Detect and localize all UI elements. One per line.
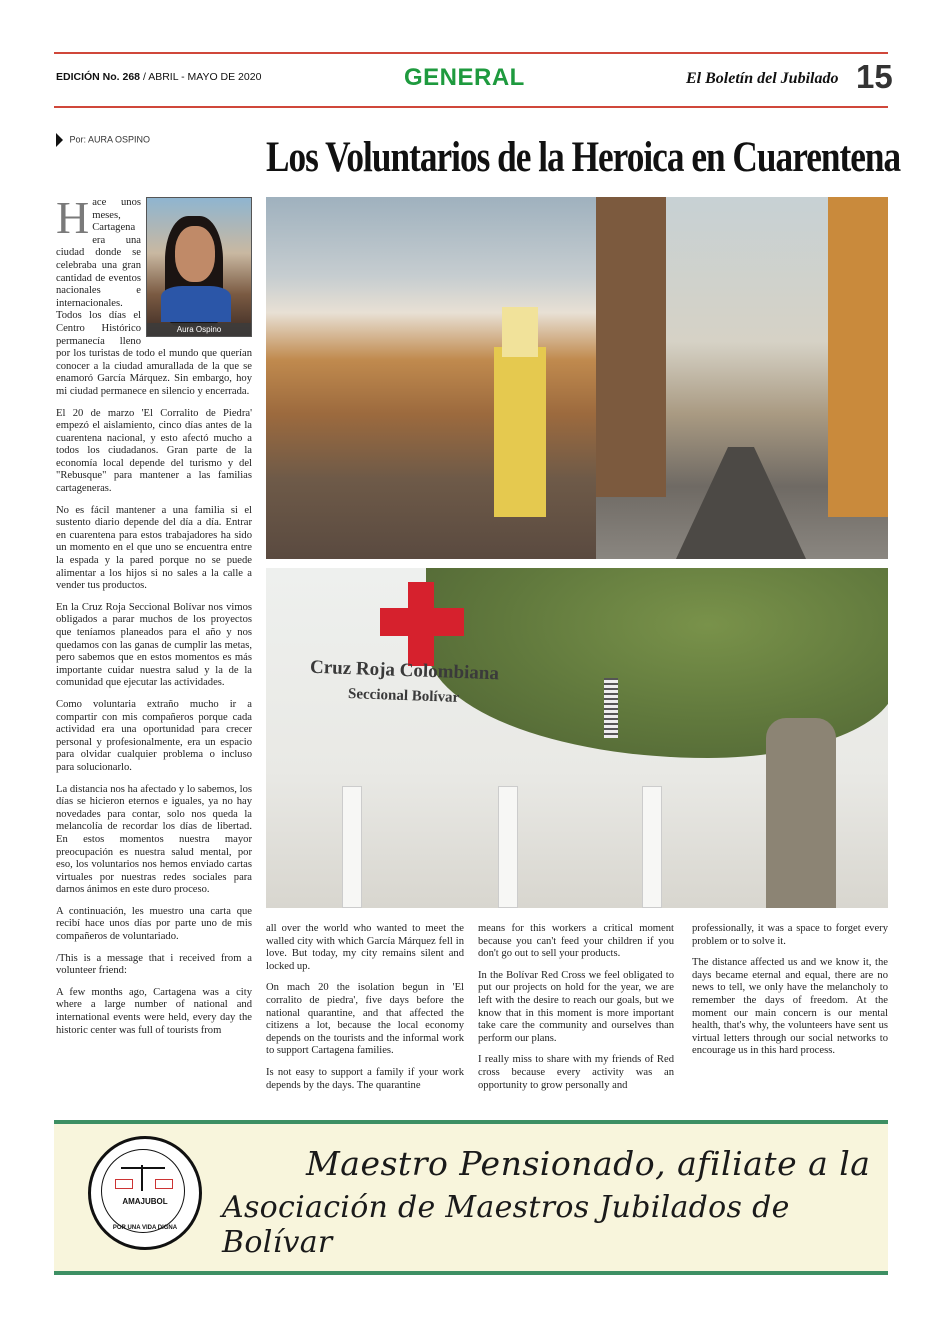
paragraph: professionally, it was a space to forget every problem or to solve it. bbox=[692, 923, 888, 947]
article-column-1 bbox=[56, 192, 252, 1046]
building-column bbox=[642, 786, 662, 908]
clock-tower-top bbox=[502, 307, 538, 357]
paragraph: all over the world who wanted to meet the walled city with which García Márquez fell in love. But today, my city remains silent and locked up. bbox=[266, 923, 464, 972]
paragraph: In the Bolívar Red Cross we feel obligated to put our projects on hold for the year, we are left with the desire to reach our goals, but we know that in this moment is more important take care the community and ourselves than perform our plans. bbox=[478, 969, 674, 1044]
redcross-sign-line1: Cruz Roja Colombiana bbox=[309, 656, 500, 685]
top-rule bbox=[54, 52, 888, 54]
banner-line-1: Maestro Pensionado, afiliate a la bbox=[306, 1144, 871, 1183]
paragraph: A few months ago, Cartagena was a city where a large number of national and international events were held, every day the historic center was full of tourists from bbox=[56, 986, 252, 1036]
byline bbox=[56, 133, 150, 147]
author-caption: Aura Ospino bbox=[147, 323, 251, 336]
header-rule bbox=[54, 106, 888, 108]
street bbox=[676, 447, 806, 559]
paragraph: The distance affected us and we know it, the days became eternal and equal, there are no news to tell, we only have the melancholy to remember the days of freedom. At the moment our main concern is our mental health, that's why, the volunteers have sent us virtual letters through our social networks to encourage us in this hard process. bbox=[692, 957, 888, 1057]
red-cross-icon-bar bbox=[380, 608, 464, 636]
red-cross-building-photo bbox=[266, 568, 888, 908]
page-number: 15 bbox=[856, 58, 893, 95]
banner-line-2: Asociación de Maestros Jubilados de Bolívar bbox=[222, 1190, 790, 1260]
seal-name: AMAJUBOL bbox=[122, 1197, 168, 1206]
building-column bbox=[342, 786, 362, 908]
scale-pan-right bbox=[155, 1179, 173, 1189]
paragraph: El 20 de marzo 'El Corralito de Piedra' empezó el aislamiento, cinco días antes de la cuarentena nacional, y esto afectó mucho a todos los ciudadanos. Gran parte de la economía local depende del turismo y del "Rebusque" para mantener a las familias cartageneras. bbox=[56, 407, 252, 495]
article-column-2 bbox=[266, 923, 464, 1101]
seal-motto: POR UNA VIDA DIGNA bbox=[112, 1225, 178, 1231]
scale-beam bbox=[121, 1167, 165, 1169]
seal-inner-ring bbox=[101, 1149, 185, 1233]
amajubol-seal-icon bbox=[88, 1136, 202, 1250]
paragraph: On mach 20 the isolation begun in 'El corralito de piedra', five days before the national quarantine, and that affected the citizens a lot, because the local economy depends on the tourists and the informal work to support Cartagena families. bbox=[266, 982, 464, 1057]
article-column-3 bbox=[478, 923, 674, 1101]
author-shirt bbox=[161, 286, 231, 322]
paragraph: Como voluntaria extraño mucho ir a compartir con mis compañeros porque cada actividad era una oportunidad para crecer personal y profesionalmente, era un espacio para olvidar cualquier problema o incluso para solucionarlo. bbox=[56, 698, 252, 773]
author-photo bbox=[146, 197, 252, 337]
edition-number: EDICIÓN No. 268 bbox=[56, 71, 141, 83]
masthead: El Boletín del Jubilado bbox=[686, 70, 839, 87]
left-building bbox=[596, 197, 666, 497]
drop-cap: H bbox=[56, 192, 90, 243]
vent-window bbox=[604, 678, 618, 738]
redcross-sign-line2: Seccional Bolívar bbox=[347, 686, 460, 706]
right-building bbox=[828, 197, 888, 517]
article-headline: Los Voluntarios de la Heroica en Cuarentena bbox=[266, 134, 901, 181]
empty-street-photo bbox=[596, 197, 888, 559]
tree-trunk bbox=[766, 718, 836, 908]
cartagena-aerial-photo bbox=[266, 197, 596, 559]
amajubol-banner bbox=[54, 1120, 888, 1275]
paragraph: /This is a message that i received from a volunteer friend: bbox=[56, 952, 252, 977]
paragraph: No es fácil mantener a una familia si el sustento diario depende del día a día. Entrar en cuarentena para estos trabajadores ha sido un momento en el que uno se encuentra entre la espada y la pared porque no se puede alimentar a los hijos si no sales a la calle a vender tus productos. bbox=[56, 504, 252, 592]
edition-info bbox=[56, 71, 261, 83]
edition-date: / ABRIL - MAYO DE 2020 bbox=[142, 71, 262, 83]
paragraph: I really miss to share with my friends of Red cross because every activity was an opportunity to grow personally and bbox=[478, 1054, 674, 1091]
paragraph-text: ace unos meses, Cartagena era una ciudad donde se celebraba una gran cantidad de eventos nacionales e internacionales. Todos los días el Centro Histórico permanecía lleno por los turistas de todo el mundo que querían conocer a la ciudad amurallada de la que se enamoró García Márquez. Sin embargo, hoy mi ciudad permanece en silencio y encerrada. bbox=[56, 197, 252, 397]
article-column-4 bbox=[692, 923, 888, 1067]
triangle-icon bbox=[56, 133, 63, 147]
building-column bbox=[498, 786, 518, 908]
clock-tower bbox=[494, 347, 546, 517]
paragraph: means for this workers a critical moment because you can't feed your children if you don't go out to sell your products. bbox=[478, 923, 674, 960]
byline-text: Por: AURA OSPINO bbox=[69, 134, 151, 145]
paragraph: A continuación, les muestro una carta que recibí hace unos días por parte uno de mis compañeros de voluntariado. bbox=[56, 905, 252, 943]
author-face bbox=[175, 226, 215, 282]
paragraph: La distancia nos ha afectado y lo sabemos, los días se hicieron eternos e iguales, ya no hay novedades para contar, solo nos queda la melancolía de recordar los días de libertad. En estos momentos nuestra mayor preocupación es nuestra salud mental, por eso, los voluntarios nos hemos enviado cartas virtuales por nuestras redes sociales para darnos ánimos en este duro proceso. bbox=[56, 783, 252, 896]
paragraph: Is not easy to support a family if your work depends by the days. The quarantine bbox=[266, 1066, 464, 1091]
section-title: GENERAL bbox=[404, 64, 525, 91]
scale-pan-left bbox=[115, 1179, 133, 1189]
paragraph: En la Cruz Roja Seccional Bolívar nos vimos obligados a parar muchos de los proyectos que teníamos planeados para el año y nos quedamos con las ganas de cumplir las metas, pero sabemos que en estos momentos es más importante cuidar nuestra salud y la de la comunidad que ejecutar las actividades. bbox=[56, 601, 252, 689]
